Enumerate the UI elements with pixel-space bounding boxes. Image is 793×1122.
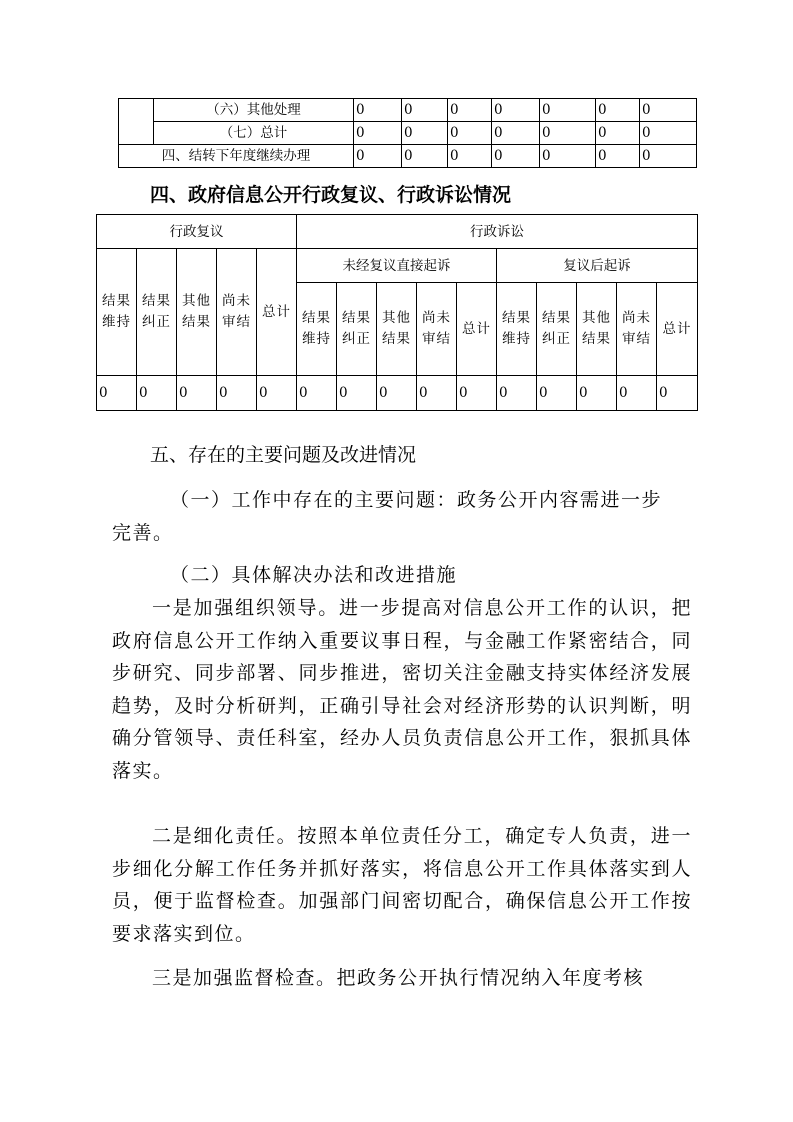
col-header: 结果纠正 (537, 283, 577, 376)
statistics-table-continued (118, 98, 697, 168)
col-header: 结果维持 (497, 283, 537, 376)
cell: 0 (640, 99, 697, 122)
cell: 0 (217, 376, 257, 411)
table-row (97, 376, 698, 411)
col-header: 其他结果 (377, 283, 417, 376)
col-header: 结果维持 (97, 249, 137, 376)
cell: 0 (497, 376, 537, 411)
col-header: 尚未审结 (217, 249, 257, 376)
cell: 0 (402, 145, 448, 168)
table-row (119, 122, 697, 145)
cell: 0 (448, 145, 492, 168)
col-header: 结果纠正 (337, 283, 377, 376)
header-direct-suit: 未经复议直接起诉 (297, 249, 497, 283)
problem-line-1: （一）工作中存在的主要问题：政务公开内容需进一步 (170, 489, 663, 511)
paragraph-supervision: 三是加强监督检查。把政务公开执行情况纳入年度考核 (152, 967, 645, 989)
cell: 0 (354, 122, 402, 145)
cell: 0 (596, 122, 640, 145)
cell: 0 (417, 376, 457, 411)
cell: 0 (337, 376, 377, 411)
cell: 0 (402, 99, 448, 122)
cell: 0 (540, 122, 596, 145)
cell: 0 (657, 376, 698, 411)
table-header-row (97, 215, 698, 249)
cell: 0 (640, 145, 697, 168)
row-label: 四、结转下年度继续办理 (119, 145, 354, 168)
cell: 0 (402, 122, 448, 145)
col-header: 总计 (657, 283, 698, 376)
table-row (119, 99, 697, 122)
problem-line-2: 完善。 (112, 522, 174, 544)
paragraph-responsibility: 二是细化责任。按照本单位责任分工，确定专人负责，进一步细化分解工作任务并抓好落实，将信息公开工作具体落实到人员，便于监督检查。加强部门间密切配合，确保信息公开工作按要求落实到位。 (112, 825, 692, 945)
merged-cell (119, 99, 154, 145)
table-header-row (97, 249, 698, 283)
cell: 0 (257, 376, 297, 411)
col-header: 结果维持 (297, 283, 337, 376)
paragraph-organization: 一是加强组织领导。进一步提高对信息公开工作的认识，把政府信息公开工作纳入重要议事日程，与金融工作紧密结合，同步研究、同步部署、同步推进，密切关注金融支持实体经济发展趋势，及时分析研判，正确引导社会对经济形势的认识判断，明确分管领导、责任科室，经办人员负责信息公开工作，狠抓具体落实。 (112, 597, 692, 782)
cell: 0 (177, 376, 217, 411)
col-header: 尚未审结 (417, 283, 457, 376)
cell: 0 (492, 122, 540, 145)
cell: 0 (596, 99, 640, 122)
header-admin-review: 行政复议 (97, 215, 297, 249)
header-admin-litigation: 行政诉讼 (297, 215, 698, 249)
cell: 0 (354, 99, 402, 122)
cell: 0 (537, 376, 577, 411)
col-header: 其他结果 (577, 283, 617, 376)
header-after-review-suit: 复议后起诉 (497, 249, 698, 283)
cell: 0 (137, 376, 177, 411)
cell: 0 (448, 99, 492, 122)
cell: 0 (540, 99, 596, 122)
cell: 0 (97, 376, 137, 411)
cell: 0 (354, 145, 402, 168)
cell: 0 (457, 376, 497, 411)
col-header: 尚未审结 (617, 283, 657, 376)
row-label: （六）其他处理 (154, 99, 354, 122)
col-header: 其他结果 (177, 249, 217, 376)
review-litigation-table (96, 214, 698, 411)
cell: 0 (492, 99, 540, 122)
col-header: 总计 (457, 283, 497, 376)
cell: 0 (448, 122, 492, 145)
cell: 0 (596, 145, 640, 168)
row-label: （七）总计 (154, 122, 354, 145)
cell: 0 (617, 376, 657, 411)
col-header: 结果纠正 (137, 249, 177, 376)
col-header: 总计 (257, 249, 297, 376)
measures-subheading: （二）具体解决办法和改进措施 (170, 564, 458, 586)
cell: 0 (492, 145, 540, 168)
cell: 0 (540, 145, 596, 168)
cell: 0 (297, 376, 337, 411)
section-4-heading: 四、政府信息公开行政复议、行政诉讼情况 (150, 184, 512, 206)
section-5-heading: 五、存在的主要问题及改进情况 (150, 444, 417, 466)
table-row (119, 145, 697, 168)
cell: 0 (577, 376, 617, 411)
cell: 0 (377, 376, 417, 411)
cell: 0 (640, 122, 697, 145)
